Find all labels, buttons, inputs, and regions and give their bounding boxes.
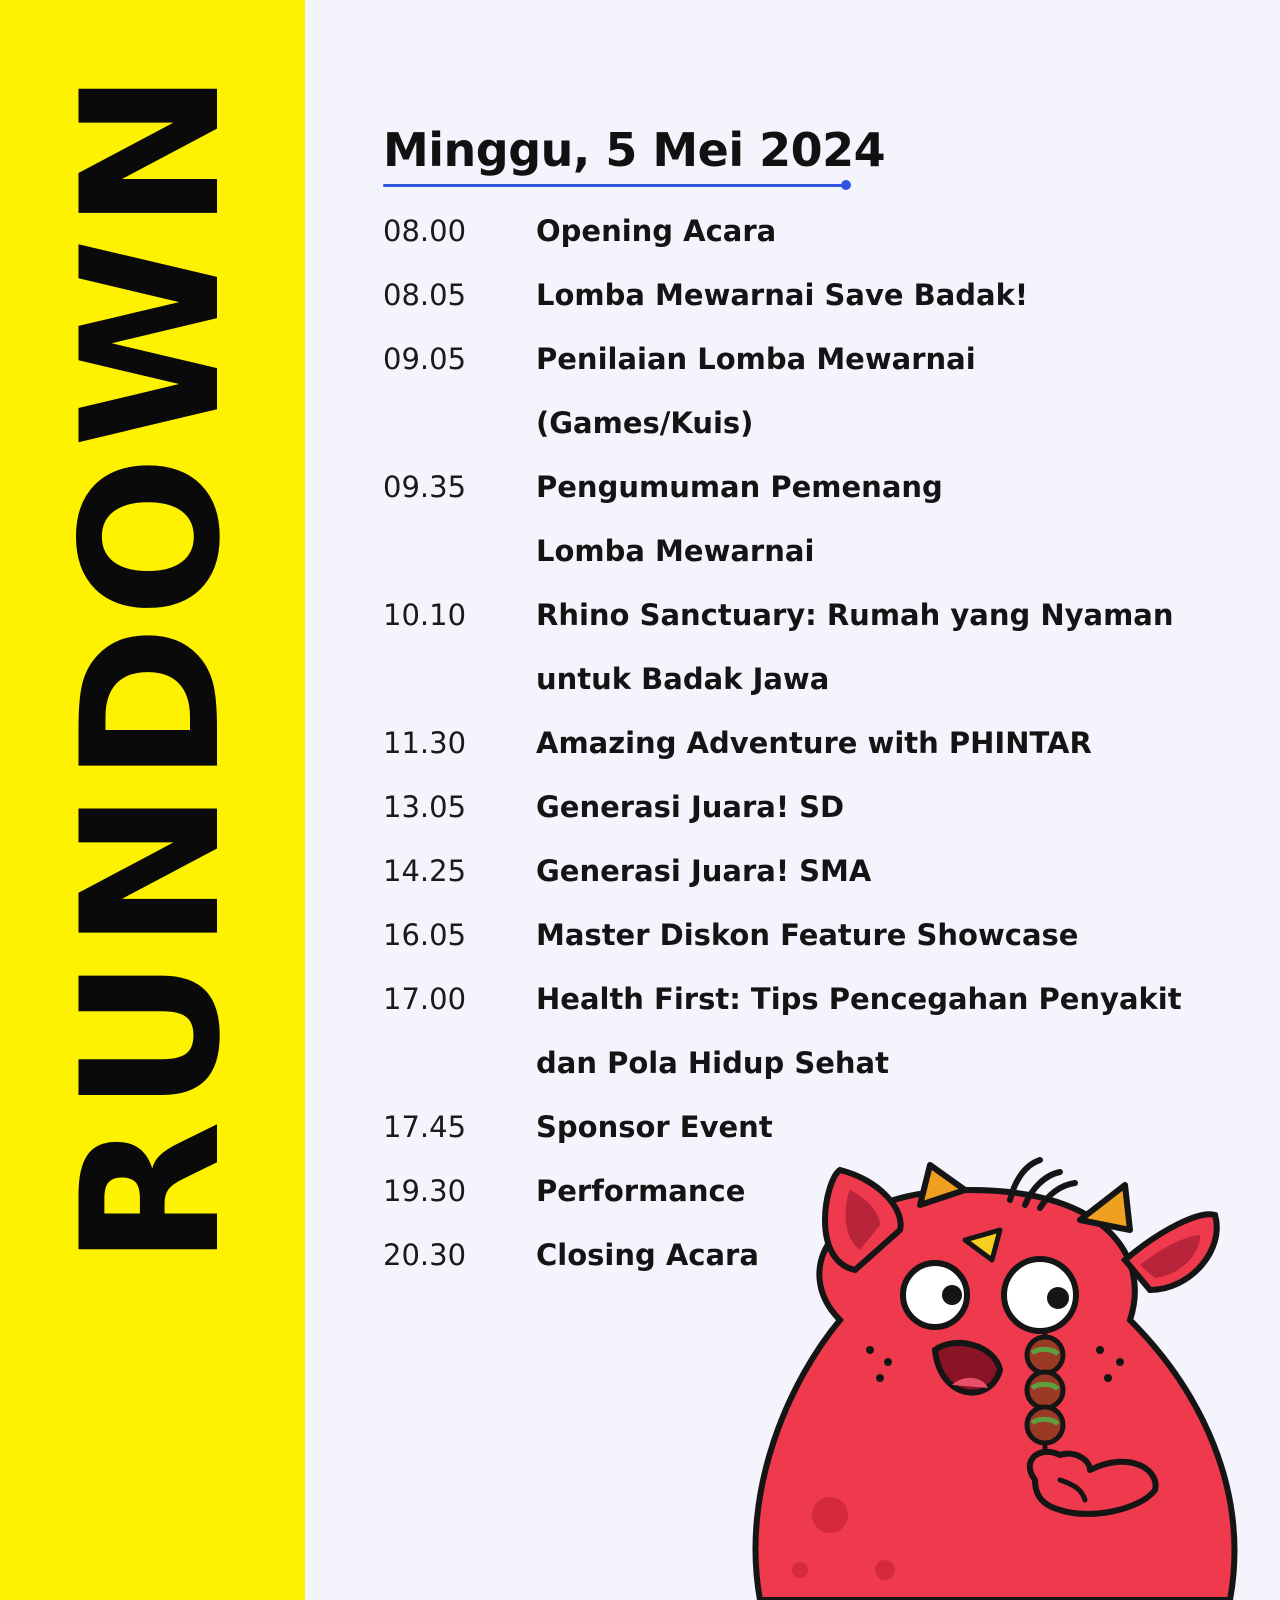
heading-underline [383,184,847,187]
schedule-time: 17.00 [383,982,467,1016]
schedule-row [383,327,1243,455]
schedule-event: Generasi Juara! SMA [536,854,872,888]
schedule-event: Sponsor Event [536,1110,773,1144]
schedule-row [383,583,1243,711]
schedule-row [383,455,1243,583]
schedule-row [383,711,1243,775]
schedule-row [383,199,1243,263]
schedule-row [383,967,1243,1095]
schedule-time: 11.30 [383,726,467,760]
schedule-event: Health First: Tips Pencegahan Penyakit dan Pola Hidup Sehat [536,982,1182,1080]
schedule-time: 16.05 [383,918,467,952]
schedule-time: 13.05 [383,790,467,824]
schedule-event: Closing Acara [536,1238,759,1272]
schedule-row [383,903,1243,967]
schedule-time: 08.00 [383,214,467,248]
schedule-row [383,263,1243,327]
schedule-event: Rhino Sanctuary: Rumah yang Nyaman untuk Badak Jawa [536,598,1174,696]
schedule-row [383,775,1243,839]
schedule-time: 20.30 [383,1238,467,1272]
schedule-time: 08.05 [383,278,467,312]
schedule-list [383,199,1243,1287]
schedule-time: 09.05 [383,342,467,376]
schedule-time: 09.35 [383,470,467,504]
red-monster-mascot-icon [730,1150,1280,1600]
rundown-title: RUNDOWN [41,63,262,1267]
sidebar [0,0,305,1600]
schedule-time: 10.10 [383,598,467,632]
schedule-row [383,839,1243,903]
schedule-event: Penilaian Lomba Mewarnai (Games/Kuis) [536,342,976,440]
schedule-panel [383,118,1243,1287]
schedule-event: Performance [536,1174,746,1208]
schedule-time: 17.45 [383,1110,467,1144]
schedule-event: Pengumuman Pemenang Lomba Mewarnai [536,470,943,568]
schedule-time: 19.30 [383,1174,467,1208]
schedule-event: Opening Acara [536,214,777,248]
schedule-event: Amazing Adventure with PHINTAR [536,726,1092,760]
schedule-time: 14.25 [383,854,467,888]
schedule-event: Generasi Juara! SD [536,790,845,824]
schedule-event: Lomba Mewarnai Save Badak! [536,278,1029,312]
date-heading: Minggu, 5 Mei 2024 [383,123,886,177]
schedule-event: Master Diskon Feature Showcase [536,918,1079,952]
